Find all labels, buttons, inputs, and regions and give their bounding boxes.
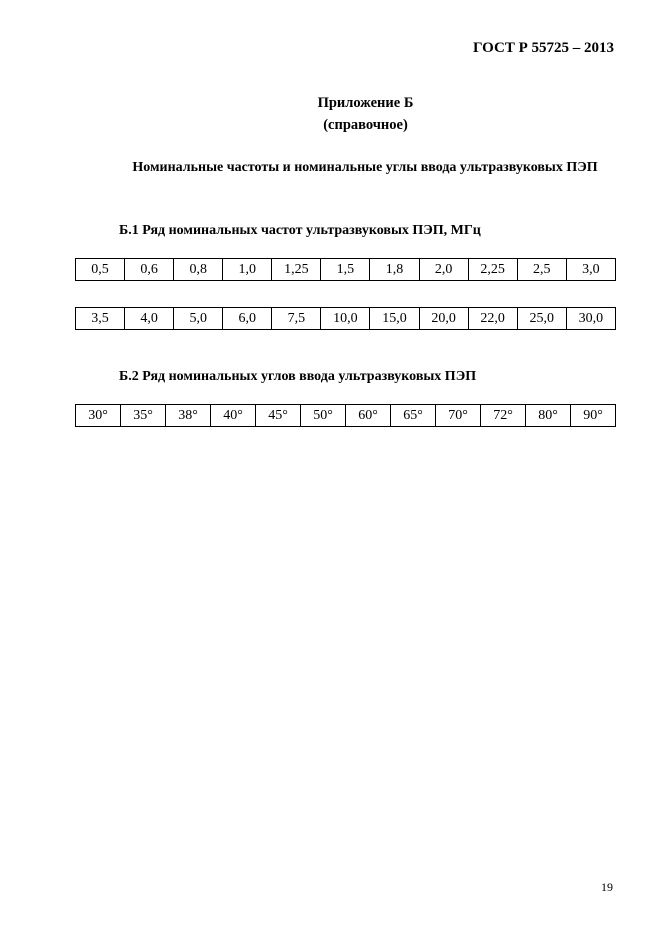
frequency-table-row-1 <box>75 258 616 281</box>
table-cell: 3,5 <box>76 308 125 330</box>
angles-heading: Б.2 Ряд номинальных углов ввода ультразвуковых ПЭП <box>119 369 477 384</box>
table-cell: 35° <box>121 405 166 427</box>
table-cell: 60° <box>346 405 391 427</box>
angle-table <box>75 404 616 427</box>
table-cell: 38° <box>166 405 211 427</box>
table-cell: 45° <box>256 405 301 427</box>
table-cell: 1,25 <box>272 259 321 281</box>
table-cell: 90° <box>571 405 616 427</box>
table-cell: 22,0 <box>468 308 517 330</box>
frequency-table-row-2 <box>75 307 616 330</box>
table-cell: 1,5 <box>321 259 370 281</box>
table-cell: 30,0 <box>566 308 615 330</box>
table-cell: 3,0 <box>566 259 615 281</box>
table-cell: 30° <box>76 405 121 427</box>
table-row <box>76 259 616 281</box>
table-row <box>76 308 616 330</box>
table-cell: 70° <box>436 405 481 427</box>
table-cell: 40° <box>211 405 256 427</box>
table-cell: 5,0 <box>174 308 223 330</box>
section-title: Номинальные частоты и номинальные углы ввода ультразвуковых ПЭП <box>132 160 598 175</box>
table-cell: 0,6 <box>125 259 174 281</box>
table-cell: 1,0 <box>223 259 272 281</box>
table-cell: 2,0 <box>419 259 468 281</box>
table-cell: 10,0 <box>321 308 370 330</box>
table-cell: 0,8 <box>174 259 223 281</box>
appendix-title: Приложение Б <box>317 95 414 111</box>
document-code: ГОСТ Р 55725 – 2013 <box>472 40 614 56</box>
table-cell: 20,0 <box>419 308 468 330</box>
table-cell: 50° <box>301 405 346 427</box>
table-cell: 0,5 <box>76 259 125 281</box>
table-cell: 2,5 <box>517 259 566 281</box>
table-cell: 80° <box>526 405 571 427</box>
table-cell: 4,0 <box>125 308 174 330</box>
table-cell: 72° <box>481 405 526 427</box>
table-cell: 6,0 <box>223 308 272 330</box>
table-row <box>76 405 616 427</box>
appendix-subtitle: (справочное) <box>323 117 408 133</box>
table-cell: 7,5 <box>272 308 321 330</box>
table-cell: 15,0 <box>370 308 419 330</box>
table-cell: 65° <box>391 405 436 427</box>
table-cell: 2,25 <box>468 259 517 281</box>
table-cell: 1,8 <box>370 259 419 281</box>
table-cell: 25,0 <box>517 308 566 330</box>
frequencies-heading: Б.1 Ряд номинальных частот ультразвуковых ПЭП, МГц <box>119 223 481 238</box>
page-number: 19 <box>601 880 613 894</box>
